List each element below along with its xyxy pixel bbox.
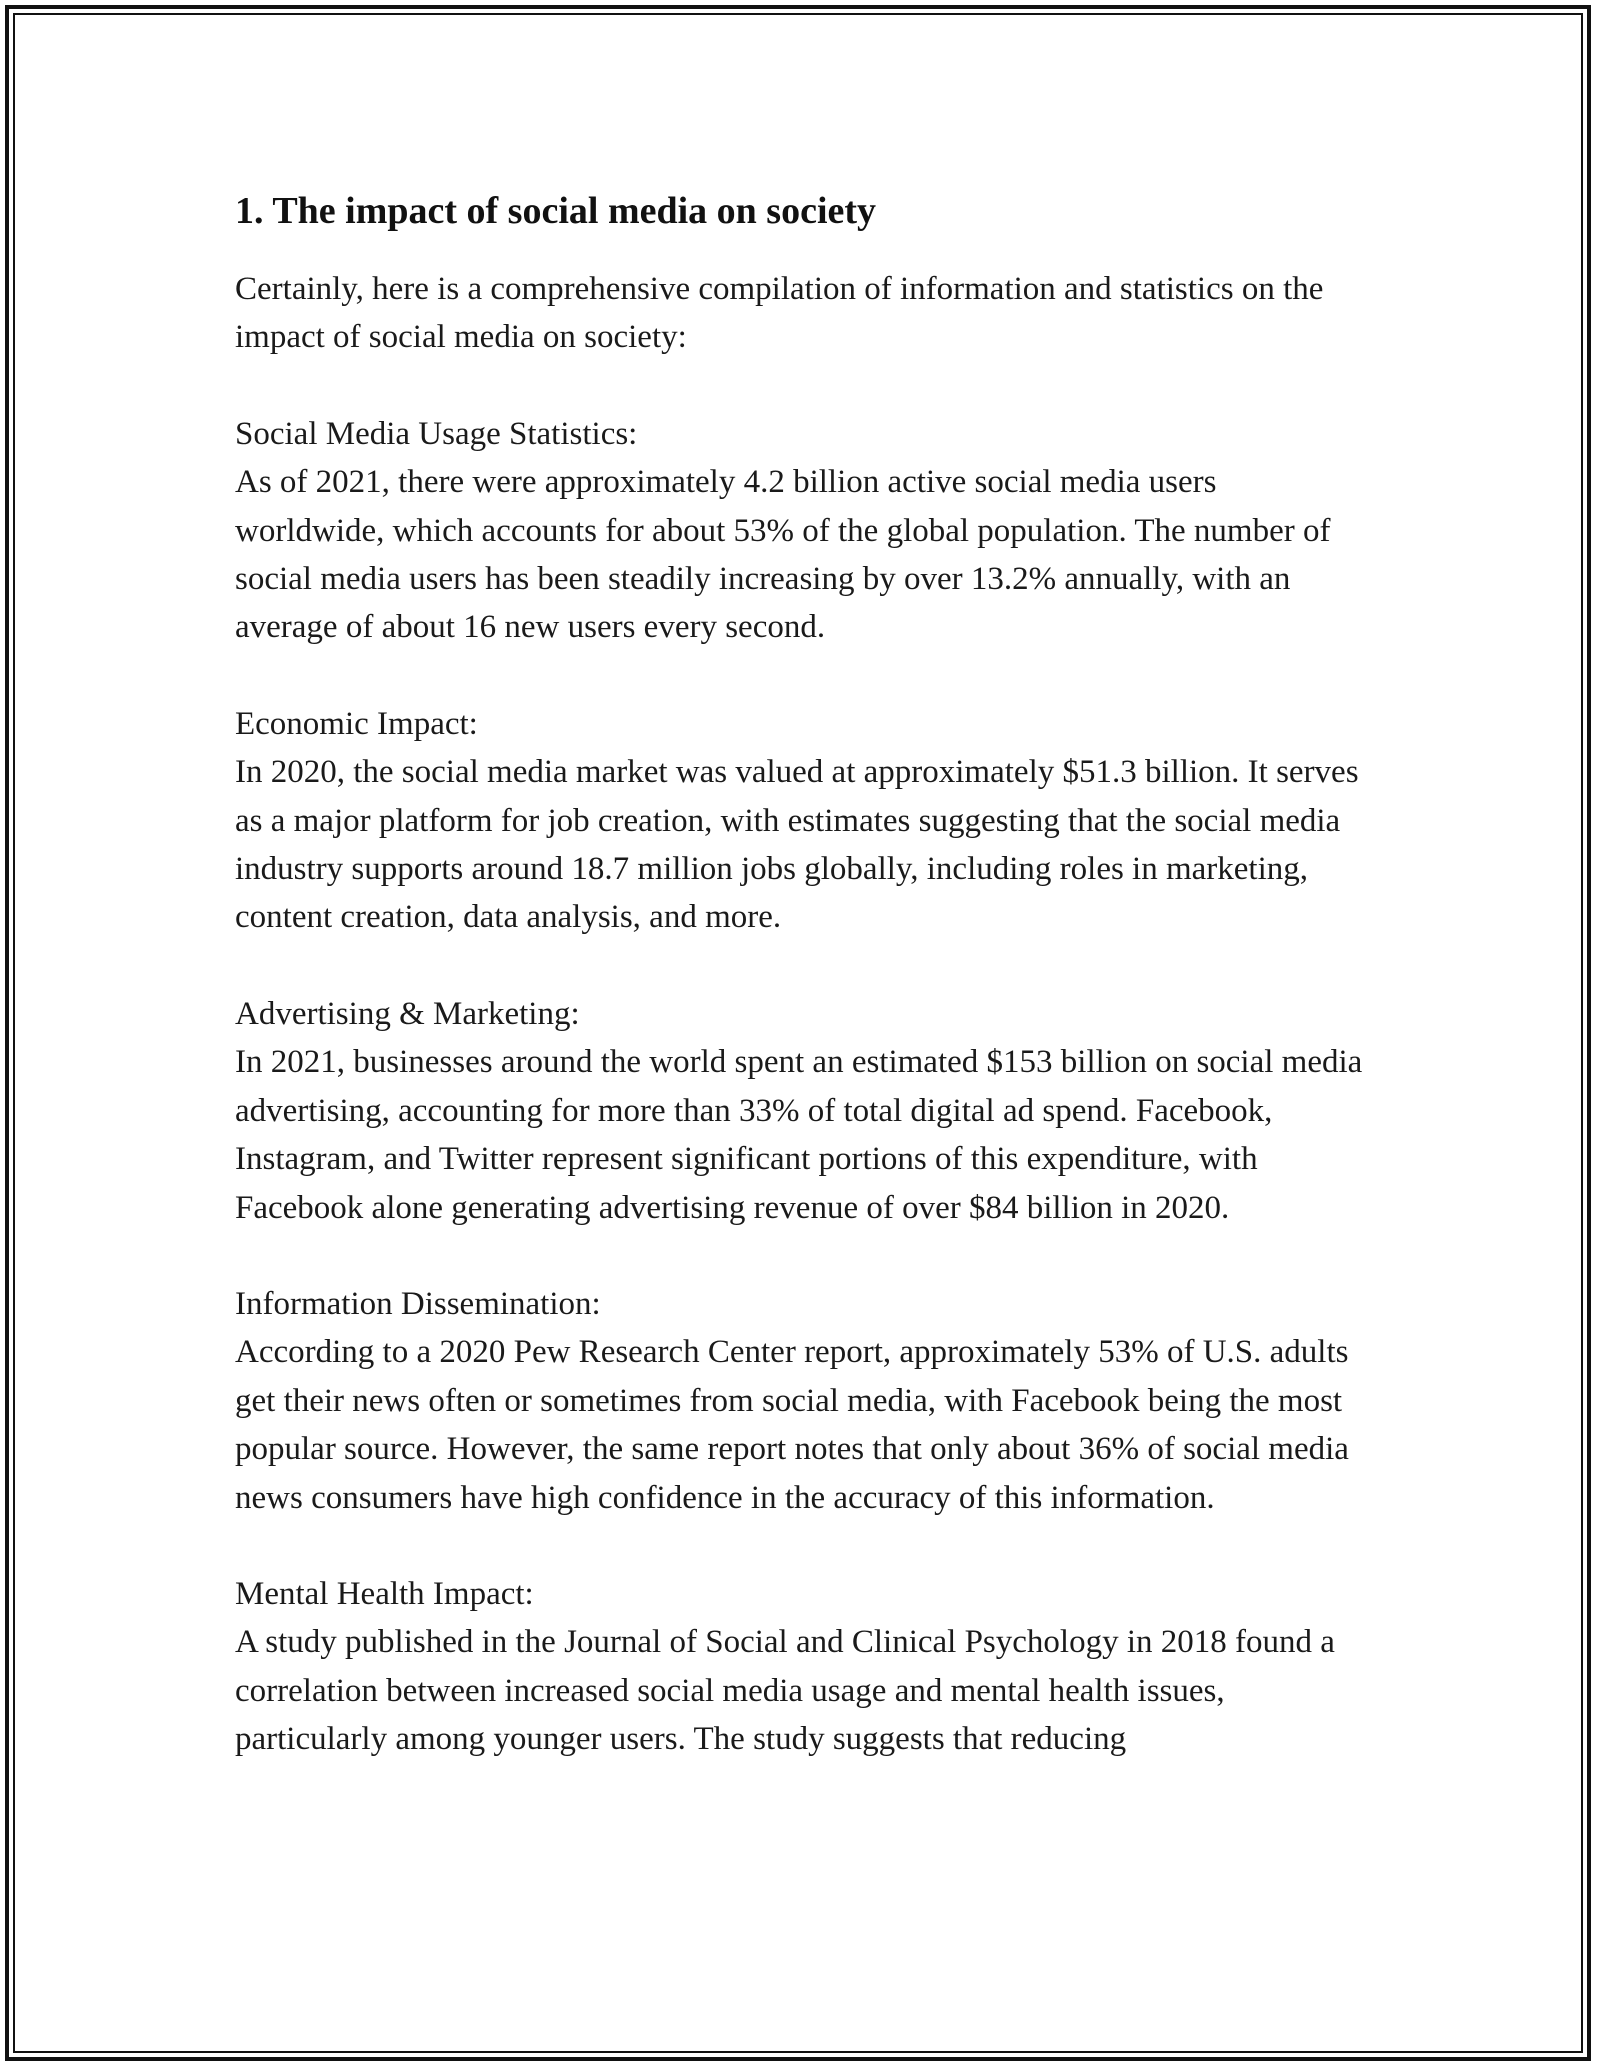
section-information-dissemination	[235, 1280, 1365, 1522]
section-usage-statistics	[235, 410, 1365, 652]
section-body: A study published in the Journal of Social and Clinical Psychology in 2018 found a correlation between increased social media usage and mental health issues, particularly among younger users. The study suggests that reducing	[235, 1624, 1335, 1758]
section-mental-health-impact	[235, 1570, 1365, 1764]
section-body: As of 2021, there were approximately 4.2 billion active social media users worldwide, which accounts for about 53% of the global population. The number of social media users has been steadily increasing by over 13.2% annually, with an average of about 16 new users every second.	[235, 464, 1331, 646]
document-content	[235, 185, 1365, 1812]
section-heading: Information Dissemination:	[235, 1285, 601, 1322]
section-body: In 2020, the social media market was valued at approximately $51.3 billion. It serves as a major platform for job creation, with estimates suggesting that the social media industry supports around 18.7 million jobs globally, including roles in marketing, content creation, data analysis, and more.	[235, 754, 1359, 936]
section-body: According to a 2020 Pew Research Center report, approximately 53% of U.S. adults get their news often or sometimes from social media, with Facebook being the most popular source. However, the same report notes that only about 36% of social media news consumers have high confidence in the accuracy of this information.	[235, 1334, 1349, 1516]
section-body: In 2021, businesses around the world spent an estimated $153 billion on social media advertising, accounting for more than 33% of total digital ad spend. Facebook, Instagram, and Twitter represent significant portions of this expenditure, with Facebook alone generating advertising revenue of over $84 billion in 2020.	[235, 1044, 1363, 1226]
section-heading: Economic Impact:	[235, 705, 478, 742]
section-heading: Advertising & Marketing:	[235, 995, 580, 1032]
section-advertising-marketing	[235, 990, 1365, 1232]
intro-paragraph: Certainly, here is a comprehensive compilation of information and statistics on the impact of social media on society:	[235, 271, 1324, 356]
section-economic-impact	[235, 700, 1365, 942]
section-heading: Social Media Usage Statistics:	[235, 415, 638, 452]
section-heading: Mental Health Impact:	[235, 1575, 534, 1612]
document-title: 1. The impact of social media on society	[235, 190, 877, 232]
